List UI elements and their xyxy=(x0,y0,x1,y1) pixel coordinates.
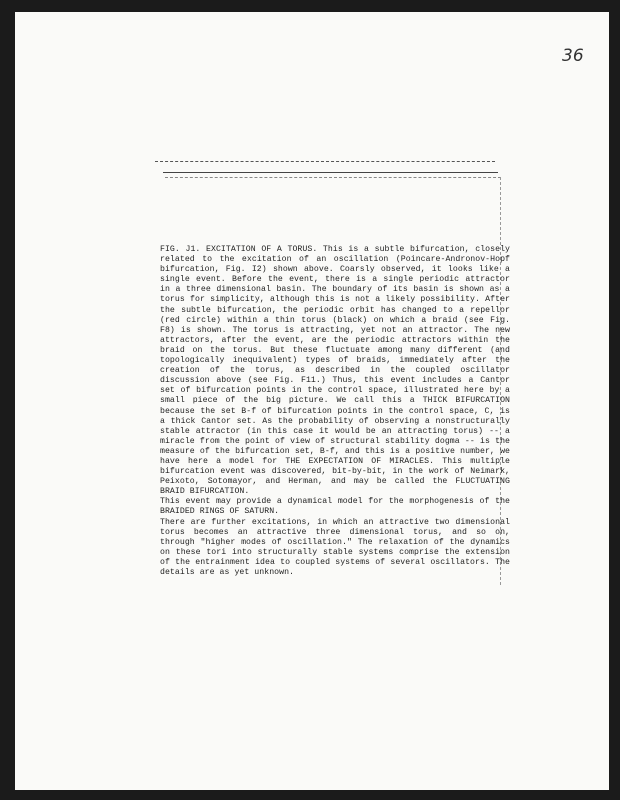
caption-paragraph: This event may provide a dynamical model for the morphogenesis of the BRAIDED RINGS OF SATURN. xyxy=(160,497,510,517)
caption-paragraph: There are further excitations, in which an attractive two dimensional torus becomes an attractive three dimensional torus, and so on, through "higher modes of oscillation." The relaxation of the dynamics on these tori into structurally stable systems comprise the extension of the entrainment idea to coupled systems of several oscillators. The details are as yet unknown. xyxy=(160,517,510,577)
page-number: 36 xyxy=(562,46,584,66)
caption-paragraph: FIG. J1. EXCITATION OF A TORUS. This is a subtle bifurcation, closely related to the excitation of an oscillation (Poincare-Andronov-Hopf bifurcation, Fig. I2) shown above. Coarsly observed, it looks like a single event. Before the event, there is a single periodic attractor in a three dimensional basin. The boundary of its basin is shown as a torus for simplicity, although this is not a likely possibility. After the subtle bifurcation, the periodic orbit has changed to a repellor (red circle) within a thin torus (black) on which a braid (see Fig. F8) is shown. The torus is attracting, yet not an attractor. The new attractors, after the event, are the periodic attractors within the braid on the torus. But these fluctuate among many different (and topologically inequivalent) types of braids, immediately after the creation of the torus, as described in the coupled oscillator discussion above (see Fig. F11.) Thus, this event includes a Cantor set of bifurcation points in the control space, illustrated here by a small piece of the big picture. We call this a THICK BIFURCATION because the set B-f of bifurcation points in the control space, C, is a thick Cantor set. As the probability of observing a nonstructurally stable attractor (in this case it would be an attracting torus) -- a miracle from the point of view of structural stability dogma -- is the measure of the bifurcation set, B-f, and this is a positive number, we have here a model for THE EXPECTATION OF MIRACLES. This multiple bifurcation event was discovered, bit-by-bit, in the work of Neimark, Peixoto, Sotomayor, and Herman, and may be called the FLUCTUATING BRAID BIFURCATION. xyxy=(160,245,510,497)
top-rule xyxy=(155,161,495,162)
document-page xyxy=(15,12,609,790)
figure-caption xyxy=(160,245,510,578)
top-rule xyxy=(163,172,498,173)
